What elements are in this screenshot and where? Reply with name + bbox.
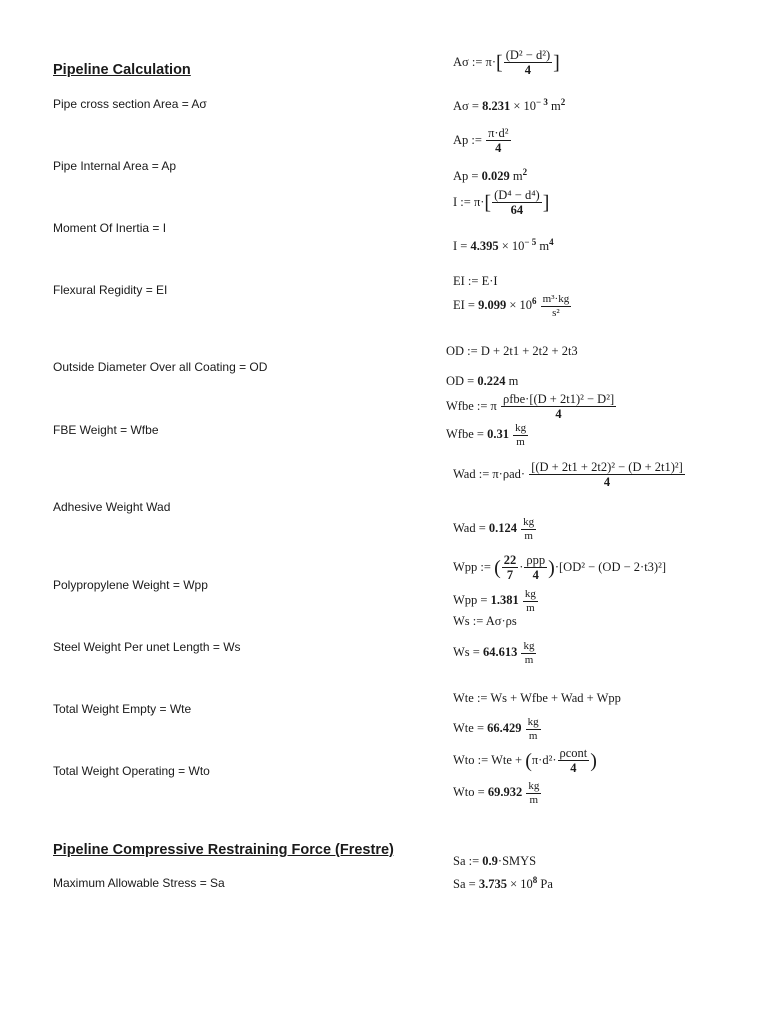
eq-steel-result: Ws = 64.613 $\frac{kg}{m}$ — [453, 640, 535, 666]
eq-operating-weight-result: Wto = 69.932 $\frac{kg}{m}$ — [453, 780, 540, 806]
eq-stress-result: $Sa = 3.735 \times 10^8$ Pa — [453, 874, 553, 891]
eq-fbe-result: Wfbe = 0.31 $\frac{kg}{m}$ — [446, 422, 527, 448]
eq-fbe-definition: Wfbe := π $\frac{\text{ρfbe·[(D + 2t1)² − D²]}}{4}$ — [446, 392, 615, 422]
eq-polypropylene-definition: Wpp := ( $\frac{22}{7}$ · $\frac{\text{ρpp}}{4}$ )·[OD² − (OD − 2·t3)²] — [453, 553, 666, 583]
label-max-allowable-stress: Maximum Allowable Stress = Sa — [53, 876, 225, 890]
eq-area-definition: Aσ := π·[ $\frac{\text{(D² − d²)}}{4}$ ] — [453, 48, 560, 78]
eq-stress-definition: Sa := 0.9·SMYS — [453, 854, 537, 868]
label-internal-area: Pipe Internal Area = Ap — [53, 159, 177, 173]
eq-inertia-definition: I := π·[ $\frac{\text{(D⁴ − d⁴)}}{64}$ ] — [453, 188, 550, 218]
label-fbe-weight: FBE Weight = Wfbe — [53, 423, 159, 437]
eq-od-definition: OD := D + 2t1 + 2t2 + 2t3 — [446, 344, 578, 358]
eq-operating-weight-definition: Wto := Wte + (π·d²· $\frac{\text{ρcont}}{4}$ ) — [453, 746, 597, 776]
eq-empty-weight-definition: Wte := Ws + Wfbe + Wad + Wpp — [453, 691, 621, 705]
eq-empty-weight-result: Wte = 66.429 $\frac{kg}{m}$ — [453, 716, 539, 742]
label-polypropylene-weight: Polypropylene Weight = Wpp — [53, 578, 208, 592]
label-flexural-rigidity: Flexural Regidity = EI — [53, 283, 168, 297]
eq-adhesive-definition: Wad := π·ρad· $\frac{\text{[(D + 2t1 + 2t2)² − (D + 2t1)²]}}{4}$ — [453, 460, 683, 490]
eq-area-result: $A\sigma = 8.231 \times 10^{- 3}$ $m^2$ — [453, 96, 566, 113]
label-total-weight-operating: Total Weight Operating = Wto — [53, 764, 210, 778]
eq-adhesive-result: Wad = 0.124 $\frac{kg}{m}$ — [453, 516, 535, 542]
eq-internal-area-result: Ap = 0.029 $m^2$ — [453, 166, 528, 183]
eq-steel-definition: Ws := Aσ·ρs — [453, 614, 517, 628]
label-adhesive-weight: Adhesive Weight Wad — [53, 500, 171, 514]
eq-inertia-result: $I = 4.395 \times 10^{- 5}$ $m^4$ — [453, 236, 554, 253]
label-moment-of-inertia: Moment Of Inertia = I — [53, 221, 167, 235]
eq-od-result: OD = 0.224 m — [446, 374, 519, 388]
eq-rigidity-definition: EI := E·I — [453, 274, 498, 288]
section-title-restraining-force: Pipeline Compressive Restraining Force (Frestre) — [53, 842, 394, 858]
eq-rigidity-result: EI = $9.099 \times 10^6$ $\frac{\text{m³·kg}}{\text{s²}}$ — [453, 293, 570, 319]
label-cross-section-area: Pipe cross section Area = Aσ — [53, 97, 207, 111]
label-steel-weight: Steel Weight Per unet Length = Ws — [53, 640, 241, 654]
eq-polypropylene-result: Wpp = 1.381 $\frac{kg}{m}$ — [453, 588, 536, 614]
label-total-weight-empty: Total Weight Empty = Wte — [53, 702, 192, 716]
section-title-pipeline-calculation: Pipeline Calculation — [53, 62, 191, 78]
label-outside-diameter: Outside Diameter Over all Coating = OD — [53, 360, 268, 374]
eq-internal-area-definition: Ap := $\frac{\text{π·d²}}{4}$ — [453, 126, 509, 156]
